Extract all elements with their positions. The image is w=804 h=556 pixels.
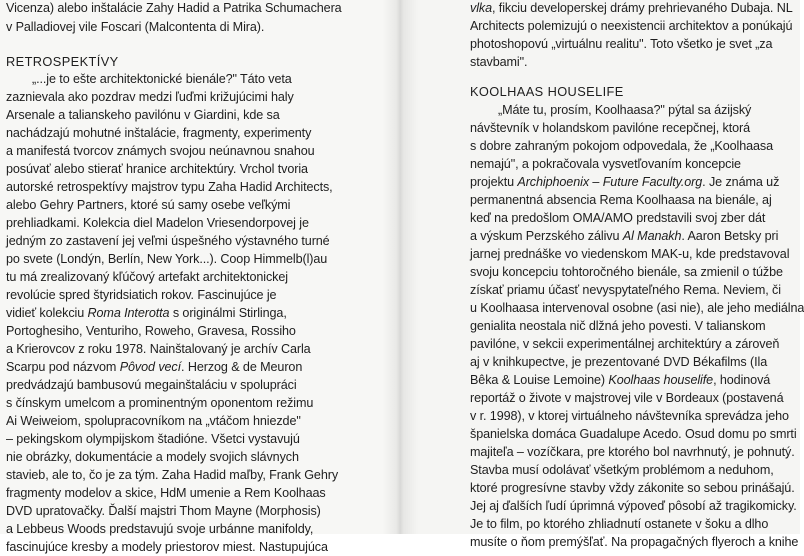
- text-line: – pekingskom olympijskom štadióne. Všetci vystavujú: [6, 432, 300, 446]
- text-line: nemajú", a pokračovala vysvetľovaním koncepcie: [470, 157, 741, 171]
- text-line: [470, 0, 793, 17]
- text-run: , hodinová: [713, 373, 771, 387]
- text-line: photoshopovú „virtuálnu realitu". Toto všetko je svet „za: [470, 37, 773, 51]
- text-run: Bêka & Louise Lemoine): [470, 373, 609, 387]
- italic-title: Al Manakh: [622, 229, 682, 243]
- text-line: DVD upratovačky. Ďalší majstri Thom Mayne (Morphosis): [6, 504, 321, 518]
- left-page: [0, 0, 400, 554]
- text-run: . Je známa už: [702, 175, 780, 189]
- italic-title: vlka: [470, 1, 492, 15]
- text-line: svoju koncepciu tohtoročného bienále, sa zmienil o túžbe: [470, 265, 783, 279]
- text-line: permanentná absencia Rema Koolhaasa na bienále, aj: [470, 193, 772, 207]
- text-line: Stavba musí odolávať všetkým problémom a neduhom,: [470, 463, 774, 477]
- text-line: a Krierovcov z roku 1978. Nainštalovaný je archív Carla: [6, 342, 311, 356]
- text-line: nie obrázky, dokumentácie a modely svojich slávnych: [6, 450, 299, 464]
- section-heading: RETROSPEKTÍVY: [6, 54, 119, 69]
- text-line: [470, 173, 779, 191]
- text-line: genialita neostala nič dlžná jeho povesti. V talianskom: [470, 319, 766, 333]
- text-line: Je to film, po ktorého zhliadnutí ostanete v šoku a dlho: [470, 517, 769, 531]
- text-line: autorské retrospektívy majstrov typu Zaha Hadid Architects,: [6, 180, 333, 194]
- text-line: musíte o ňom premýšľať. Na propagačných flyeroch a knihe: [470, 535, 799, 549]
- text-run: . Herzog & de Meuron: [181, 360, 303, 374]
- text-line: s čínskym umelcom a prominentným oponentom režimu: [6, 396, 314, 410]
- text-line: Portoghesiho, Venturiho, Roweho, Gravesa, Rossiho: [6, 324, 296, 338]
- text-line: získať priamu účasť nevyspytateľného Rema. Neviem, či: [470, 283, 781, 297]
- text-line: Architects polemizujú o neexistencii architektov a ponúkajú: [470, 19, 793, 33]
- text-line: prehliadkami. Kolekcia diel Madelon Vriesendorpovej je: [6, 216, 309, 230]
- text-line: [6, 304, 287, 322]
- text-run: s originálmi Stirlinga,: [169, 306, 287, 320]
- text-run: projektu: [470, 175, 518, 189]
- text-line: Vicenza) alebo inštalácie Zahy Hadid a Patrika Schumachera: [6, 1, 342, 15]
- text-line: po svete (Londýn, Berlín, New York...). Coop Himmelb(l)au: [6, 252, 328, 266]
- text-line: s dobre zahraným pokojom odpovedala, že „Koolhaasa: [470, 139, 774, 153]
- text-line: návštevník v holandskom pavilóne recepčnej, ktorá: [470, 121, 751, 135]
- text-line: v r. 1998), v ktorej virtuálneho návštevníka sprevádza jeho: [470, 409, 789, 423]
- italic-title: Archiphoenix – Future Faculty.org: [517, 175, 703, 189]
- text-line: Jej aj ďalších ľudí úprimná výpoveď pôsobí až tragikomicky.: [470, 499, 797, 513]
- text-line: fascinujúce kresby a modely priestorov miest. Nastupujúca: [6, 540, 328, 554]
- text-line: ktoré progresívne stavby vždy zákonite so sebou prinášajú.: [470, 481, 795, 495]
- text-line: aj v knihkupectve, je prezentované DVD Békafilms (Ila: [470, 355, 768, 369]
- text-line: u Koolhaasa intervenoval osobne (asi nie), ale jeho mediálna: [470, 301, 804, 315]
- text-line: a Lebbeus Woods predstavujú svoje urbánne manifoldy,: [6, 522, 314, 536]
- section-heading: KOOLHAAS HOUSELIFE: [470, 84, 624, 99]
- text-line: alebo Gehry Partners, ktoré sú samy osebe veľkými: [6, 198, 291, 212]
- text-line: Ai Weiweiom, spolupracovníkom na „vtáčom hniezde": [6, 414, 301, 428]
- italic-title: Pôvod vecí: [119, 360, 182, 374]
- text-line: reportáž o živote v majstrovej vile v Bordeaux (postavená: [470, 391, 784, 405]
- text-run: , fikciu developerskej drámy prehrievaného Dubaja. NL: [492, 1, 793, 15]
- text-line: fragmenty modelov a skice, HdM umenie a Rem Koolhaas: [6, 486, 326, 500]
- text-line: [470, 227, 778, 245]
- text-run: . Aaron Betsky pri: [681, 229, 779, 243]
- text-line: posúvať alebo stierať hranice architektúry. Vrchol tvoria: [6, 162, 308, 176]
- text-run: vidieť kolekciu: [6, 306, 88, 320]
- text-line: majiteľa – vozíčkara, pre ktorého bol navrhnutý, je pohnutý.: [470, 445, 795, 459]
- text-line: „Máte tu, prosím, Koolhaasa?" pýtal sa ázijský: [498, 103, 752, 117]
- text-line: Arsenale a talianskeho pavilónu v Giardini, kde sa: [6, 108, 280, 122]
- text-line: stavbami".: [470, 55, 528, 69]
- text-line: a manifestá tvorcov známych svojou neúnavnou snahou: [6, 144, 315, 158]
- text-line: španielska domáca Guadalupe Acedo. Osud domu po smrti: [470, 427, 797, 441]
- right-page: [400, 0, 804, 549]
- text-line: revolúcie spred štyridsiatich rokov. Fascinujúce je: [6, 288, 277, 302]
- text-line: predvádzajú bambusovú megainštaláciu v spolupráci: [6, 378, 297, 392]
- text-line: jedným zo zastavení jej veľmi úspešného výstavného turné: [6, 234, 330, 248]
- text-line: nachádzajú mohutné inštalácie, fragmenty, experimenty: [6, 126, 312, 140]
- text-line: tu má zrealizovaný kľúčový artefakt architektonickej: [6, 270, 288, 284]
- text-line: „...je to ešte architektonické bienále?" Táto veta: [32, 72, 292, 86]
- text-line: stavieb, ale to, čo je za tým. Zaha Hadid maľby, Frank Gehry: [6, 468, 339, 482]
- text-run: Scarpu pod názvom: [6, 360, 120, 374]
- text-run: a výskum Perzského zálivu: [470, 229, 623, 243]
- italic-title: Roma Interotta: [87, 306, 170, 320]
- text-line: [6, 358, 302, 376]
- text-line: zaznievala ako pozdrav medzi ľuďmi križujúcimi haly: [6, 90, 294, 104]
- italic-title: Koolhaas houselife: [608, 373, 714, 387]
- text-line: jarnej prednáške vo viedenskom MAK-u, kde predstavoval: [470, 247, 790, 261]
- text-line: v Palladiovej vile Foscari (Malcontenta di Mira).: [6, 20, 265, 34]
- text-line: keď na predošlom OMA/AMO predstavili svoj zber dát: [470, 211, 766, 225]
- text-line: pavilóne, v sekcii experimentálnej architektúry a zároveň: [470, 337, 780, 351]
- text-line: [470, 371, 770, 389]
